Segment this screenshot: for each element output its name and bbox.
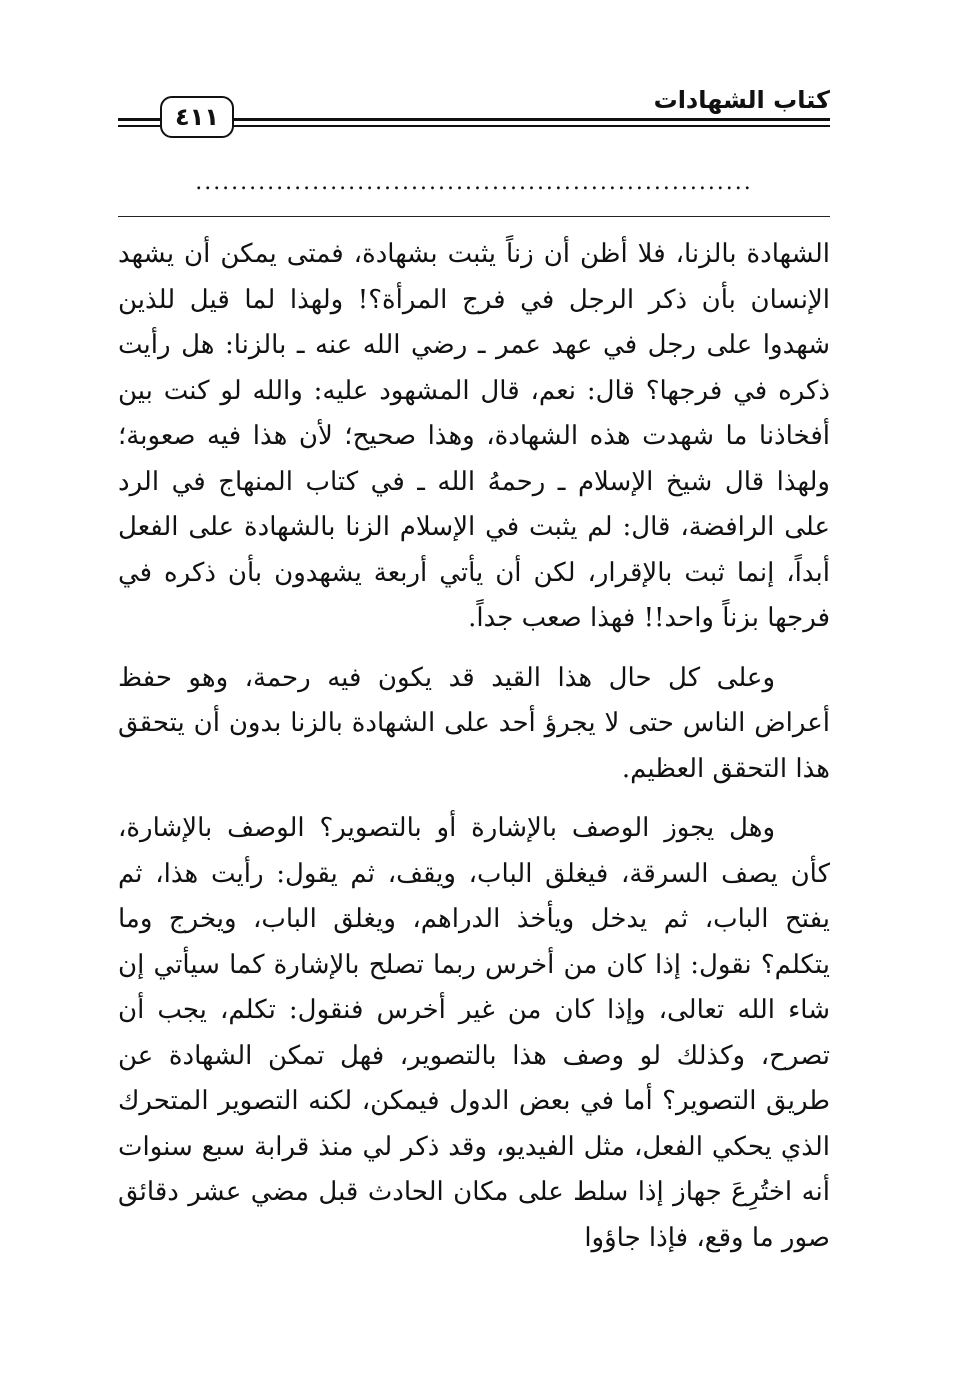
omitted-text-dots: ..............................................................	[195, 170, 753, 195]
paragraph-2: وعلى كل حال هذا القيد قد يكون فيه رحمة، وهو حفظ أعراض الناس حتى لا يجرؤ أحد على الشهادة بالزنا بدون أن يتحقق هذا التحقق العظيم.	[118, 662, 830, 784]
body-text	[118, 232, 830, 1275]
page-header	[118, 80, 830, 140]
paragraph-3: وهل يجوز الوصف بالإشارة أو بالتصوير؟ الوصف بالإشارة، كأن يصف السرقة، فيغلق الباب، ويقف، ثم يقول: رأيت هذا، ثم يفتح الباب، ثم يدخل ويأخذ الدراهم، ويغلق الباب، ويخرج وما يتكلم؟ نقول: إذا كان من أخرس ربما تصلح بالإشارة كما سيأتي إن شاء الله تعالى، وإذا كان من غير أخرس فنقول: تكلم، يجب أن تصرح، وكذلك لو وصف هذا بالتصوير، فهل تمكن الشهادة عن طريق التصوير؟ أما في بعض الدول فيمكن، لكنه التصوير المتحرك الذي يحكي الفعل، مثل الفيديو، وقد ذكر لي منذ قرابة سبع سنوات أنه اختُرِعَ جهاز إذا سلط على مكان الحادث قبل مضي عشر دقائق صور ما وقع، فإذا جاؤوا	[118, 813, 831, 1253]
paragraph-1: الشهادة بالزنا، فلا أظن أن زناً يثبت بشهادة، فمتى يمكن أن يشهد الإنسان بأن ذكر الرجل في فرج المرأة؟! ولهذا لما قيل للذين شهدوا على رجل في عهد عمر ـ رضي الله عنه ـ بالزنا: هل رأيت ذكره في فرجها؟ قال: نعم، قال المشهود عليه: والله لو كنت بين أفخاذنا ما شهدت هذه الشهادة، وهذا صحيح؛ لأن هذا فيه صعوبة؛ ولهذا قال شيخ الإسلام ـ رحمهُ الله ـ في كتاب المنهاج في الرد على الرافضة، قال: لم يثبت في الإسلام الزنا بالشهادة على الفعل أبداً، إنما ثبت بالإقرار، لكن أن يأتي أربعة يشهدون بأن ذكره في فرجها بزناً واحد!! فهذا صعب جداً.	[118, 239, 830, 633]
separator-line	[118, 216, 830, 217]
book-title: كتاب الشهادات	[653, 86, 830, 114]
page-number: ٤١١	[160, 96, 234, 138]
